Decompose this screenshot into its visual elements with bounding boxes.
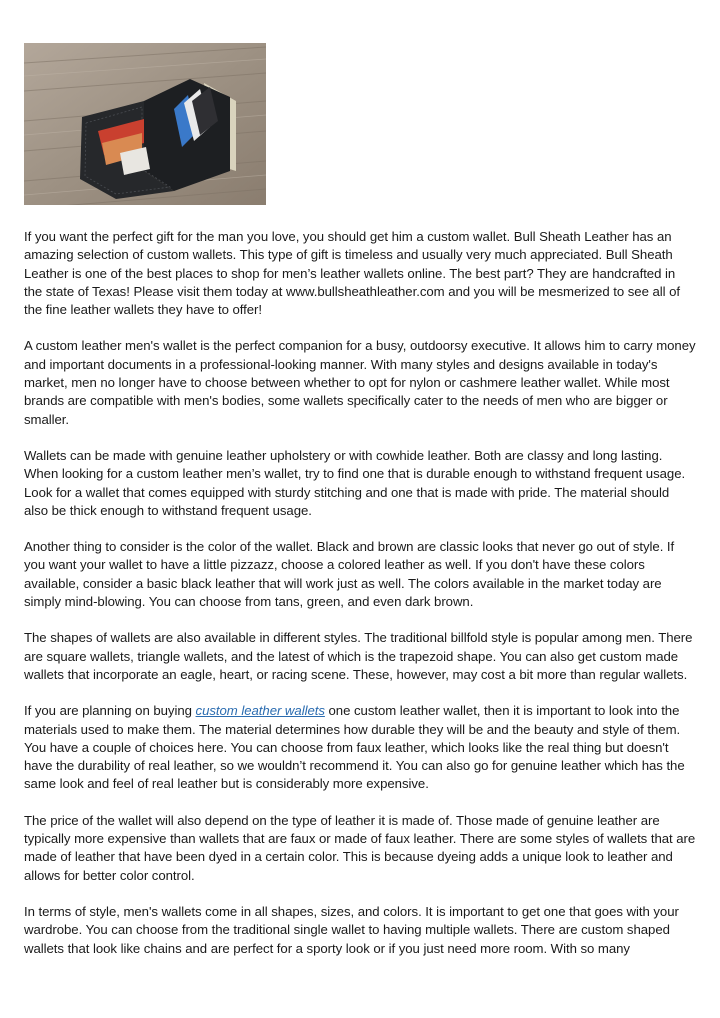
paragraph-price: The price of the wallet will also depend on the type of leather it is made of. Those made of genuine leather are typically more expensive than wallets that are faux or made of faux leather. There are some styles of wallets that are made of leather that have been dyed in a certain color. This is because dyeing adds a unique look to leather and allows for better color control. [24,812,696,883]
paragraph-style: In terms of style, men's wallets come in all shapes, sizes, and colors. It is important to get one that goes with your wardrobe. You can choose from the traditional single wallet to having multiple wallets. There are custom shaped wallets that look like chains and are perfect for a sporty look or if you just need more room. With so many [24,903,679,956]
paragraph-gift: If you want the perfect gift for the man you love, you should get him a custom wallet. Bull Sheath Leather has an amazing selection of custom wallets. This type of gift is timeless and usually very much appreciated. Bull Sheath Leather is one of the best places to shop for men’s leather wallets online. The best part? They are handcrafted in the state of Texas! Please visit them today at www.bullsheathleather.com and you will be mesmerized to see all of the fine leather wallets they have to offer! [24,229,681,318]
paragraph-color: Another thing to consider is the color of the wallet. Black and brown are classic looks that never go out of style. If you want your wallet to have a little pizzazz, choose a colored leather as well. If you don't have these colors available, consider a basic black leather that will work just as well. The colors available in the market today are simply mind-blowing. You can choose from tans, green, and even dark brown. [24,539,675,610]
paragraph-companion: A custom leather men's wallet is the perfect companion for a busy, outdoorsy executive. It allows him to carry money and important documents in a professional-looking manner. With many styles and designs available in today's market, men no longer have to choose between whether to opt for nylon or cashmere leather wallet. While most brands are compatible with men's bodies, some wallets specifically cater to the needs of men who are bigger or smaller. [24,338,696,427]
paragraph-shapes: The shapes of wallets are also available in different styles. The traditional billfold style is popular among men. There are square wallets, triangle wallets, and the latest of which is the trapezoid shape. You can also get custom made wallets that incorporate an eagle, heart, or racing scene. These, however, may cost a bit more than regular wallets. [24,630,693,682]
article-body [24,228,696,976]
paragraph-buying-before: If you are planning on buying [24,703,196,719]
wallet-photo [24,43,266,205]
paragraph-materials: Wallets can be made with genuine leather upholstery or with cowhide leather. Both are classy and long lasting. When looking for a custom leather men’s wallet, try to find one that is durable enough to withstand frequent usage. Look for a wallet that comes equipped with sturdy stitching and one that is made with pride. The material should also be thick enough to withstand frequent usage. [24,447,686,518]
custom-leather-wallets-link[interactable]: custom leather wallets [195,703,325,719]
paragraph-buying [24,702,696,793]
paragraph-buying-after: one custom leather wallet, then it is important to look into the materials used to make them. The material determines how durable they will be and the beauty and style of them. You have a couple of choices here. You can choose from faux leather, which looks like the real thing but doesn't have the durability of real leather, so we wouldn’t recommend it. You can also go for genuine leather which has the same look and feel of real leather but is considerably more expensive. [24,703,685,792]
wallet-photo-illustration [24,43,266,205]
